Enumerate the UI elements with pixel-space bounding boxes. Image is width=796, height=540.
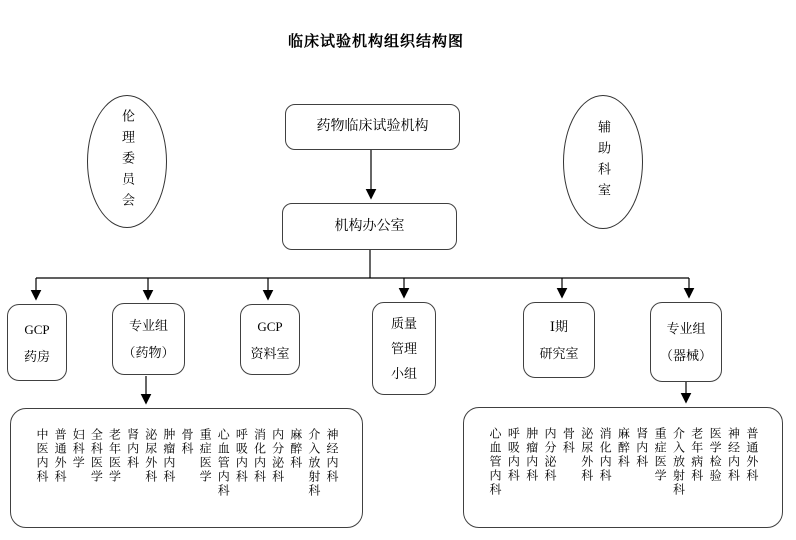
department-column: 麻醉科 — [616, 427, 631, 469]
department-column: 泌尿外科 — [579, 427, 594, 483]
gcp-pharmacy-label-line1: GCP — [24, 321, 50, 337]
gcp-pharmacy-label-line2: 药房 — [23, 348, 50, 364]
department-column: 内分泌科 — [270, 428, 285, 484]
gcp-pharmacy-box — [7, 304, 67, 381]
phase1-research-room-label-line1: Ⅰ期 — [549, 319, 569, 334]
specialty-group-drug-box — [112, 303, 185, 375]
drug-clinical-trial-institution-label: 药物临床试验机构 — [316, 119, 429, 134]
drug-departments-box — [10, 408, 363, 528]
specialty-group-device-label-line2: （器械） — [659, 348, 712, 363]
page-title: 临床试验机构组织结构图 — [287, 33, 464, 50]
department-column: 老年医学 — [107, 428, 122, 484]
department-column: 中医内科 — [35, 428, 49, 484]
department-column: 心血管内科 — [216, 428, 231, 498]
ethics-committee-label: 伦理委员会 — [120, 109, 135, 214]
gcp-archive-room-label-line2: 资料室 — [250, 345, 290, 361]
department-column: 肿瘤内科 — [524, 427, 539, 483]
department-column: 泌尿外科 — [143, 428, 158, 484]
quality-management-team-box — [372, 302, 436, 395]
department-column: 骨科 — [180, 428, 194, 456]
department-column: 重症医学 — [198, 428, 213, 484]
department-column: 介入放射科 — [306, 428, 321, 498]
department-column: 骨科 — [561, 427, 576, 455]
department-column: 全科医学 — [89, 428, 104, 484]
specialty-group-drug-label-line1: 专业组 — [128, 318, 168, 333]
institution-office-label: 机构办公室 — [334, 218, 405, 234]
specialty-group-drug-label-line2: （药物） — [122, 345, 175, 360]
phase1-research-room-box — [523, 302, 595, 378]
gcp-archive-room-label-line1: GCP — [257, 318, 283, 334]
quality-management-team-label-line2: 管理 — [390, 341, 417, 356]
department-column: 消化内科 — [598, 427, 613, 483]
quality-management-team-label-line1: 质量 — [390, 316, 417, 331]
department-column: 医学检验 — [708, 427, 723, 483]
institution-office-box — [282, 203, 457, 250]
department-column: 介入放射科 — [671, 427, 686, 497]
department-column: 肿瘤内科 — [161, 428, 176, 484]
device-departments-box — [463, 407, 783, 528]
department-column: 呼吸内科 — [506, 427, 521, 483]
department-column: 消化内科 — [252, 428, 267, 484]
department-column: 内分泌科 — [543, 427, 558, 483]
department-column: 肾内科 — [125, 428, 140, 470]
gcp-archive-room-box — [240, 304, 300, 375]
specialty-group-device-label-line1: 专业组 — [666, 321, 706, 336]
specialty-group-device-box — [650, 302, 722, 382]
department-column: 普通外科 — [53, 428, 68, 484]
auxiliary-departments-ellipse — [563, 95, 643, 229]
department-column: 肾内科 — [634, 427, 649, 469]
department-column: 老年病科 — [689, 427, 704, 483]
phase1-research-room-label-line2: 研究室 — [539, 346, 579, 361]
department-column: 心血管内科 — [488, 427, 502, 497]
department-column: 普通外科 — [744, 427, 759, 483]
department-column: 妇科学 — [71, 428, 86, 470]
department-column: 麻醉科 — [288, 428, 303, 470]
department-column: 呼吸内科 — [234, 428, 249, 484]
department-column: 重症医学 — [653, 427, 668, 483]
auxiliary-departments-label: 辅助科室 — [596, 120, 611, 204]
ethics-committee-ellipse — [87, 95, 167, 228]
drug-clinical-trial-institution-box — [285, 104, 460, 150]
department-column: 神经内科 — [726, 427, 741, 483]
department-column: 神经内科 — [325, 428, 339, 484]
quality-management-team-label-line3: 小组 — [390, 366, 417, 381]
